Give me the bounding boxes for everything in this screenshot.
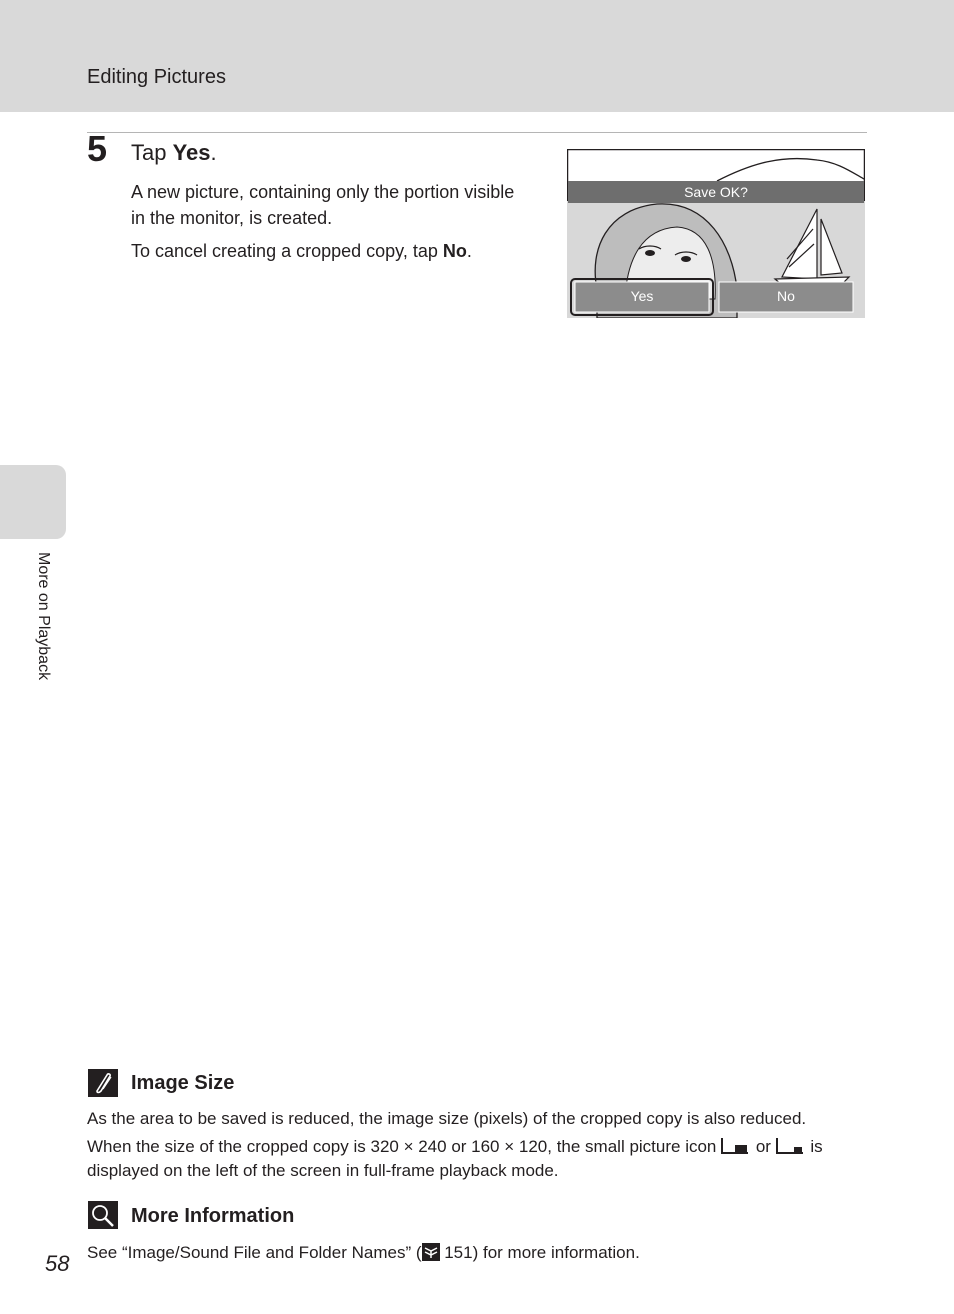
step-heading-bold: Yes	[172, 140, 211, 165]
image-size-text-1: As the area to be saved is reduced, the image size (pixels) of the cropped copy is also reduced.	[87, 1109, 807, 1128]
magnifier-note-icon	[88, 1201, 118, 1229]
step-paragraph-1: A new picture, containing only the portion visible in the monitor, is created.	[131, 182, 515, 228]
more-information-text-a: See “Image/Sound File and Folder Names” (	[87, 1243, 422, 1262]
page-reference-icon	[422, 1243, 440, 1261]
yes-button-label: Yes	[630, 288, 654, 304]
section-title: Editing Pictures	[87, 66, 226, 88]
step-heading	[131, 140, 217, 166]
side-tab	[0, 465, 66, 539]
more-information-title: More Information	[131, 1205, 295, 1227]
small-picture-160-icon	[776, 1137, 806, 1155]
camera-monitor-illustration	[567, 149, 865, 318]
step-heading-prefix: Tap	[131, 140, 173, 165]
step-heading-suffix: .	[210, 140, 217, 165]
step-paragraph-2-prefix: To cancel creating a cropped copy, tap	[131, 241, 443, 261]
image-size-title: Image Size	[131, 1072, 235, 1094]
small-picture-320-icon	[721, 1137, 751, 1155]
save-prompt-text: Save OK?	[684, 184, 748, 200]
divider	[87, 132, 867, 133]
step-number: 5	[87, 128, 108, 169]
header-band	[0, 0, 954, 112]
step-paragraph-2-bold: No	[442, 241, 467, 261]
image-size-text-2b: is displayed on the left of the screen in full-frame playback mode.	[87, 1137, 823, 1180]
image-size-text-or: or	[751, 1137, 776, 1156]
more-information-text-b: 151) for more information.	[439, 1243, 640, 1262]
side-tab-label: More on Playback	[35, 552, 52, 681]
more-information-text	[87, 1241, 867, 1265]
step-paragraph-2-suffix: .	[466, 241, 472, 261]
step-paragraph-2	[131, 238, 531, 264]
no-button-label: No	[777, 288, 795, 304]
image-size-text-2a: When the size of the cropped copy is 320 × 240 or 160 × 120, the small picture icon	[87, 1137, 722, 1156]
page-number: 58	[45, 1251, 70, 1276]
image-size-text-2	[87, 1135, 867, 1183]
pencil-note-icon	[88, 1069, 118, 1097]
